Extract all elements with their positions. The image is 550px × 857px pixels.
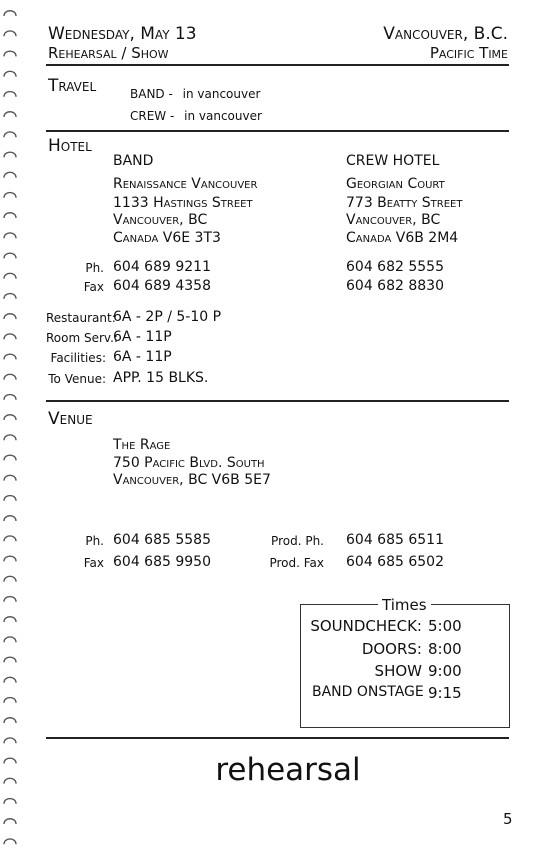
page-number: 5 — [503, 810, 513, 828]
spiral-ring — [4, 799, 16, 804]
day-note: rehearsal — [215, 752, 361, 788]
spiral-ring — [4, 556, 16, 561]
times-label: BAND ONSTAGE — [312, 684, 424, 700]
travel-row — [130, 87, 260, 101]
detail-value: 6A - 2P / 5-10 P — [113, 309, 222, 325]
spiral-ring — [4, 819, 16, 824]
band-hotel-fax: 604 689 4358 — [113, 278, 211, 294]
spiral-ring — [4, 71, 16, 76]
spiral-ring — [4, 576, 16, 581]
detail-value: 6A - 11P — [113, 349, 172, 365]
times-label: SOUNDCHECK: — [310, 617, 422, 635]
spiral-ring — [4, 294, 16, 299]
spiral-ring — [4, 132, 16, 137]
spiral-ring — [4, 617, 16, 622]
spiral-ring — [4, 314, 16, 319]
crew-hotel-city: Vancouver, BC — [346, 212, 441, 228]
spiral-binding — [0, 0, 24, 857]
footer-divider — [46, 737, 509, 739]
venue-prod-fax: 604 685 6502 — [346, 554, 444, 570]
travel-who: CREW - — [130, 109, 175, 123]
header-city: Vancouver, B.C. — [383, 24, 508, 44]
travel-where: in vancouver — [182, 87, 261, 101]
venue-prod-fax-label: Prod. Fax — [269, 556, 324, 570]
venue-phone-label: Ph. — [85, 534, 104, 548]
detail-label: Room Serv.: — [46, 331, 118, 345]
spiral-ring — [4, 536, 16, 541]
spiral-ring — [4, 374, 16, 379]
times-label: DOORS: — [361, 640, 422, 658]
band-hotel-phone: 604 689 9211 — [113, 259, 211, 275]
times-value: 8:00 — [428, 640, 462, 658]
spiral-ring — [4, 516, 16, 521]
header-date: Wednesday, May 13 — [48, 24, 197, 44]
spiral-ring — [4, 657, 16, 662]
venue-fax-label: Fax — [83, 556, 104, 570]
detail-label: To Venue: — [48, 372, 106, 386]
spiral-ring — [4, 718, 16, 723]
travel-row — [130, 109, 262, 123]
spiral-ring — [4, 839, 16, 844]
crew-hotel-name: Georgian Court — [346, 176, 445, 192]
detail-label: Restaurant: — [46, 311, 116, 325]
spiral-ring — [4, 597, 16, 602]
band-hotel-title: BAND — [113, 153, 154, 169]
band-hotel-name: Renaissance Vancouver — [113, 176, 258, 192]
spiral-ring — [4, 334, 16, 339]
spiral-ring — [4, 415, 16, 420]
times-value: 9:00 — [428, 662, 462, 680]
spiral-ring — [4, 213, 16, 218]
spiral-ring — [4, 92, 16, 97]
travel-heading: Travel — [48, 76, 97, 96]
detail-label: Facilities: — [50, 351, 106, 365]
travel-where: in vancouver — [184, 109, 262, 123]
venue-fax: 604 685 9950 — [113, 554, 211, 570]
spiral-ring — [4, 677, 16, 682]
spiral-ring — [4, 193, 16, 198]
detail-value: 6A - 11P — [113, 329, 172, 345]
spiral-ring — [4, 496, 16, 501]
spiral-ring — [4, 233, 16, 238]
spiral-ring — [4, 31, 16, 36]
venue-name: The Rage — [113, 437, 171, 453]
band-hotel-country: Canada V6E 3T3 — [113, 230, 221, 246]
spiral-ring — [4, 172, 16, 177]
hotel-divider — [46, 400, 509, 402]
band-hotel-street: 1133 Hastings Street — [113, 195, 253, 211]
crew-hotel-street: 773 Beatty Street — [346, 195, 463, 211]
hotel-heading: Hotel — [48, 136, 92, 156]
spiral-ring — [4, 273, 16, 278]
spiral-ring — [4, 354, 16, 359]
spiral-ring — [4, 11, 16, 16]
spiral-ring — [4, 455, 16, 460]
header-divider — [46, 64, 509, 66]
venue-prod-phone-label: Prod. Ph. — [271, 534, 324, 548]
times-title: Times — [378, 596, 431, 614]
spiral-ring — [4, 637, 16, 642]
venue-heading: Venue — [48, 409, 93, 429]
venue-phone: 604 685 5585 — [113, 532, 211, 548]
crew-hotel-country: Canada V6B 2M4 — [346, 230, 459, 246]
hotel-phone-label: Ph. — [85, 261, 104, 275]
spiral-ring — [4, 112, 16, 117]
venue-prod-phone: 604 685 6511 — [346, 532, 444, 548]
times-value: 9:15 — [428, 684, 462, 702]
times-value: 5:00 — [428, 617, 462, 635]
venue-city: Vancouver, BC V6B 5E7 — [113, 472, 271, 488]
crew-hotel-fax: 604 682 8830 — [346, 278, 444, 294]
travel-divider — [46, 130, 509, 132]
spiral-ring — [4, 435, 16, 440]
spiral-ring — [4, 152, 16, 157]
band-hotel-city: Vancouver, BC — [113, 212, 208, 228]
spiral-ring — [4, 253, 16, 258]
header-timezone: Pacific Time — [429, 44, 508, 62]
detail-value: APP. 15 BLKS. — [113, 370, 209, 386]
times-label: SHOW — [374, 662, 422, 680]
hotel-fax-label: Fax — [83, 280, 104, 294]
spiral-ring — [4, 51, 16, 56]
spiral-ring — [4, 738, 16, 743]
spiral-ring — [4, 475, 16, 480]
crew-hotel-title: CREW HOTEL — [346, 153, 440, 169]
header-day-type: Rehearsal / Show — [48, 44, 169, 62]
spiral-ring — [4, 395, 16, 400]
crew-hotel-phone: 604 682 5555 — [346, 259, 444, 275]
travel-who: BAND - — [130, 87, 173, 101]
venue-street: 750 Pacific Blvd. South — [113, 455, 265, 471]
spiral-ring — [4, 698, 16, 703]
